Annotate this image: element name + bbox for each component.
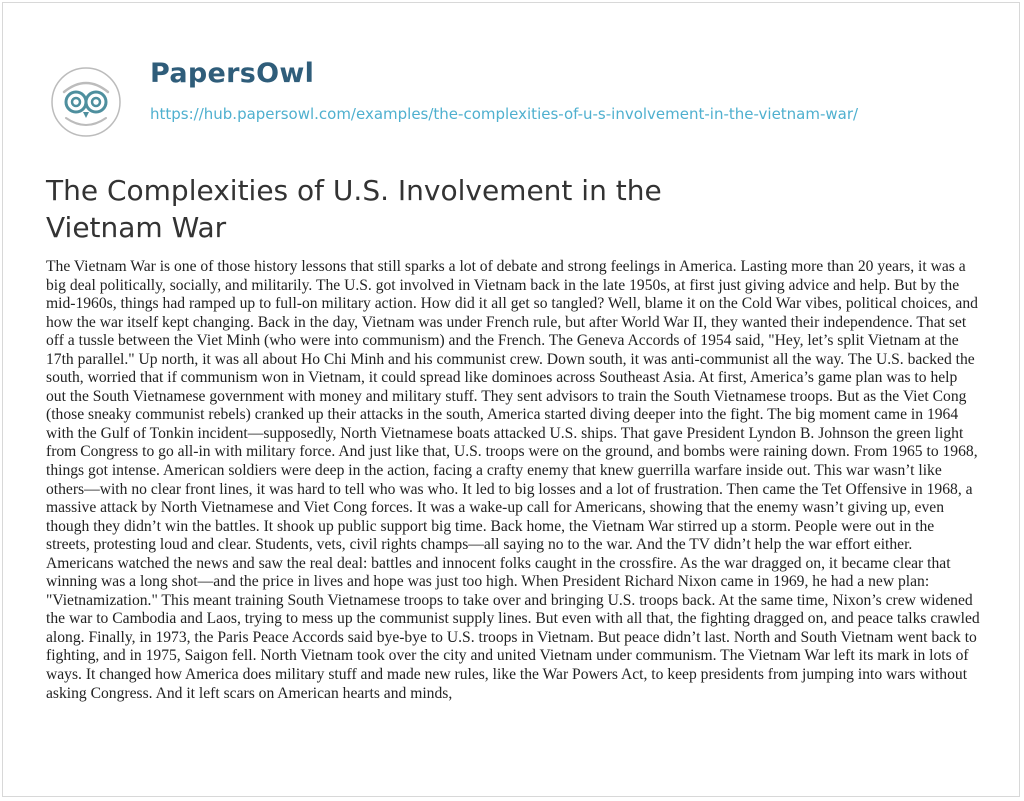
owl-logo-icon <box>46 62 126 142</box>
site-header <box>46 54 1006 134</box>
article-body: The Vietnam War is one of those history lessons that still sparks a lot of debate and strong feelings in America. Lasting more than 20 years, it was a big deal politically, socially, and militarily. The U.S. got involved in Vietnam back in the late 1950s, at first just giving advice and help. But by the mid-1960s, things had ramped up to full-on military action. How did it all get so tangled? Well, blame it on the Cold War vibes, political choices, and how the war itself kept changing. Back in the day, Vietnam was under French rule, but after World War II, they wanted their independence. That set off a tussle between the Viet Minh (who were into communism) and the French. The Geneva Accords of 1954 said, "Hey, let’s split Vietnam at the 17th parallel." Up north, it was all about Ho Chi Minh and his communist crew. Down south, it was anti-communist all the way. The U.S. backed the south, worried that if communism won in Vietnam, it could spread like dominoes across Southeast Asia. At first, America’s game plan was to help out the South Vietnamese government with money and military stuff. They sent advisors to train the South Vietnamese troops. But as the Viet Cong (those sneaky communist rebels) cranked up their attacks in the south, America started diving deeper into the fight. The big moment came in 1964 with the Gulf of Tonkin incident—supposedly, North Vietnamese boats attacked U.S. ships. That gave President Lyndon B. Johnson the green light from Congress to go all-in with military force. And just like that, U.S. troops were on the ground, and bombs were raining down. From 1965 to 1968, things got intense. American soldiers were deep in the action, facing a crafty enemy that knew guerrilla warfare inside out. This war wasn’t like others—with no clear front lines, it was hard to tell who was who. It led to big losses and a lot of frustration. Then came the Tet Offensive in 1968, a massive attack by North Vietnamese and Viet Cong forces. It was a wake-up call for Americans, showing that the enemy wasn’t giving up, even though they didn’t win the battles. It shook up public support big time. Back home, the Vietnam War stirred up a storm. People were out in the streets, protesting loud and clear. Students, vets, civil rights champs—all saying no to the war. And the TV didn’t help the war effort either. Americans watched the news and saw the real deal: battles and innocent folks caught in the crossfire. As the war dragged on, it became clear that winning was a long shot—and the price in lives and hope was just too high. When President Richard Nixon came in 1969, he had a new plan: "Vietnamization." This meant training South Vietnamese troops to take over and bringing U.S. troops back. At the same time, Nixon’s crew widened the war to Cambodia and Laos, trying to mess up the communist supply lines. But even with all that, the fighting dragged on, and peace talks crawled along. Finally, in 1973, the Paris Peace Accords said bye-bye to U.S. troops in Vietnam. But peace didn’t last. North and South Vietnam went back to fighting, and in 1975, Saigon fell. North Vietnam took over the city and united Vietnam under communism. The Vietnam War left its mark in lots of ways. It changed how America does military stuff and made new rules, like the War Powers Act, to keep presidents from jumping into wars without asking Congress. And it left scars on American hearts and minds, <box>46 258 980 702</box>
brand-name: PapersOwl <box>150 58 315 89</box>
article-url-link[interactable]: https://hub.papersowl.com/examples/the-complexities-of-u-s-involvement-in-the-vietnam-war/ <box>150 105 859 123</box>
article-title: The Complexities of U.S. Involvement in the Vietnam War <box>46 174 662 244</box>
